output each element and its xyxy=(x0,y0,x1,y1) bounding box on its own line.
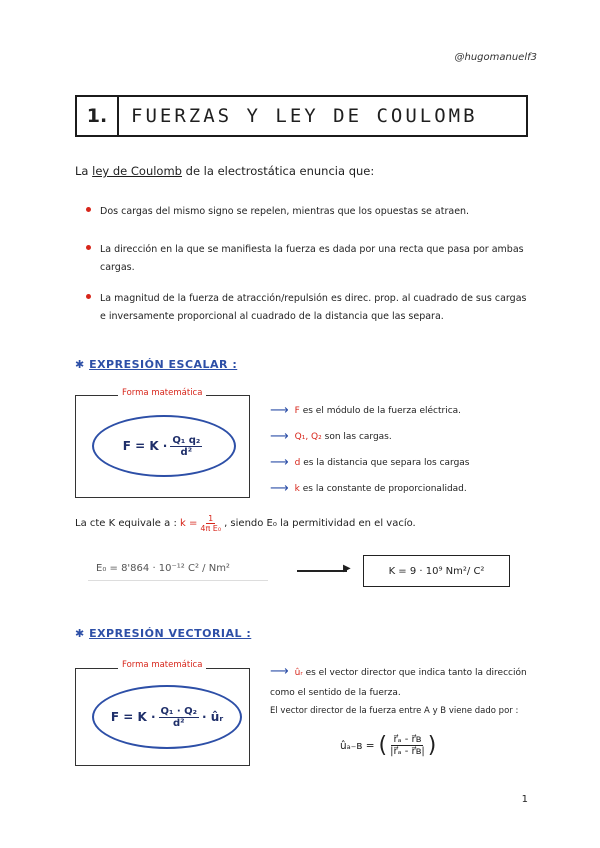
intro-before: La xyxy=(75,164,93,178)
k-lhs: k = xyxy=(180,518,198,529)
intro-term: ley de Coulomb xyxy=(92,164,182,178)
def-symbol: ûᵣ xyxy=(294,668,303,678)
k-numerator: 1 xyxy=(208,514,214,523)
vector-formula xyxy=(92,685,242,749)
vector-line2: El vector director de la fuerza entre A y B viene dado por : xyxy=(270,706,519,716)
star-icon: ✱ xyxy=(75,627,85,640)
bullet-2 xyxy=(100,241,530,277)
bullet-1 xyxy=(100,203,530,221)
k-value-box: K = 9 · 10⁹ Nm²/ C² xyxy=(363,555,510,587)
arrow-right-icon: ⟶ xyxy=(270,455,289,470)
vector-definition xyxy=(270,660,532,702)
arrow-right-icon: ⟶ xyxy=(270,403,289,418)
def-symbol: d xyxy=(294,457,301,468)
unit-denominator: |r⃗ₐ - r⃗ʙ| xyxy=(390,746,425,757)
section-number: 1. xyxy=(77,97,119,135)
star-icon: ✱ xyxy=(75,358,85,371)
bullet-dot-icon xyxy=(86,294,91,299)
k-fraction xyxy=(200,514,221,533)
def-symbol: F xyxy=(294,405,300,416)
def-symbol: k xyxy=(294,483,300,494)
arrow-right-icon: ⟶ xyxy=(270,481,289,496)
scalar-formula xyxy=(92,415,236,477)
arrow-line xyxy=(297,570,347,572)
def-symbol: Q₁, Q₂ xyxy=(294,431,322,442)
def-row xyxy=(270,429,530,444)
author-handle: @hugomanuelf3 xyxy=(454,52,537,63)
unit-lhs: ûₐ₋ʙ = xyxy=(340,739,375,752)
def-row xyxy=(270,455,530,470)
def-text: es la constante de proporcionalidad. xyxy=(302,483,467,494)
page-number: 1 xyxy=(521,794,528,805)
bullet-3 xyxy=(100,290,530,326)
formula-lhs: F = K · xyxy=(110,710,156,724)
def-text: es el vector director que indica tanto la dirección como el sentido de la fuerza. xyxy=(270,668,527,698)
bullet-dot-icon xyxy=(86,207,91,212)
bullet-text: Dos cargas del mismo signo se repelen, mientras que los opuestas se atraen. xyxy=(100,206,470,217)
unit-numerator: r⃗ₐ - r⃗ʙ xyxy=(393,734,422,745)
bullet-text: La dirección en la que se manifiesta la fuerza es dada por una recta que pasa por ambas cargas. xyxy=(100,244,524,274)
def-text: es el módulo de la fuerza eléctrica. xyxy=(302,405,462,416)
scalar-box-label: Forma matemática xyxy=(118,388,206,398)
def-text: son las cargas. xyxy=(324,431,392,442)
intro-sentence xyxy=(75,164,374,178)
vector-box-label: Forma matemática xyxy=(118,660,206,670)
arrow-right-icon: ⟶ xyxy=(270,429,289,444)
formula-denominator: d² xyxy=(173,717,185,729)
formula-fraction xyxy=(159,706,200,729)
paren-left: ( xyxy=(378,733,388,758)
formula-lhs: F = K · xyxy=(122,439,168,453)
scalar-heading-text: EXPRESIÓN ESCALAR : xyxy=(89,358,238,371)
formula-tail: · ûᵣ xyxy=(202,710,224,724)
section-title: FUERZAS Y LEY DE COULOMB xyxy=(131,105,478,127)
k-sentence-after: , siendo E₀ la permitividad en el vacío. xyxy=(224,518,416,529)
bullet-dot-icon xyxy=(86,245,91,250)
e0-underline xyxy=(88,580,268,581)
bullet-text: La magnitud de la fuerza de atracción/repulsión es direc. prop. al cuadrado de sus cargas e inversamente proporcional al cuadrado de la distancia que las separa. xyxy=(100,293,527,323)
scalar-heading xyxy=(75,358,237,371)
formula-fraction xyxy=(170,435,202,458)
section-title-box xyxy=(75,95,528,137)
scalar-definitions xyxy=(270,403,530,496)
def-text: es la distancia que separa los cargas xyxy=(303,457,470,468)
formula-denominator: d² xyxy=(180,446,193,458)
formula-numerator: Q₁ · Q₂ xyxy=(160,705,198,717)
vector-heading-text: EXPRESIÓN VECTORIAL : xyxy=(89,627,252,640)
paren-right: ) xyxy=(427,733,437,758)
e0-value: E₀ = 8'864 · 10⁻¹² C² / Nm² xyxy=(96,563,230,574)
unit-vector-formula xyxy=(340,733,436,758)
intro-after: de la electrostática enuncia que: xyxy=(181,164,375,178)
def-row xyxy=(270,481,530,496)
def-row xyxy=(270,403,530,418)
k-sentence-before: La cte K equivale a : xyxy=(75,518,177,529)
unit-fraction xyxy=(390,734,425,757)
vector-heading xyxy=(75,627,251,640)
arrow-right-icon: ⟶ xyxy=(270,664,289,679)
k-denominator: 4π E₀ xyxy=(200,524,222,533)
k-sentence xyxy=(75,514,535,533)
arrow-head-icon: ▶ xyxy=(343,563,351,574)
formula-numerator: Q₁ q₂ xyxy=(172,434,201,446)
